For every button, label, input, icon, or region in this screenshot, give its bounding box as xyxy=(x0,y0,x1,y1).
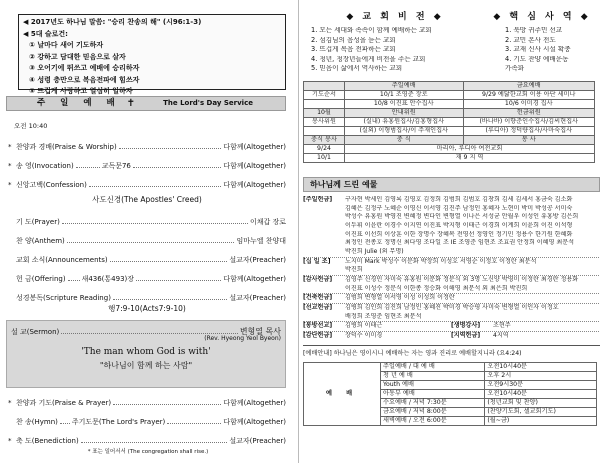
table-cell: 새벽예배 / 오전 6:00분 xyxy=(381,416,485,425)
table-cell: 주일예배 / 대 예 배 xyxy=(381,362,485,371)
table-cell: 금요예배 / 저녁 8:00분 xyxy=(381,407,485,416)
table-row xyxy=(304,108,595,117)
table-row xyxy=(304,362,597,371)
order-person: 설교자(Preacher) xyxy=(229,293,286,302)
sermon-box xyxy=(6,320,286,388)
order-item: 헌 금(Offering) xyxy=(16,274,66,283)
offering-names: 김혜은 김정구 노혜순 이영신 이서영 김진주 남정인 홍혜자 노현미 박미 박성공 서미숙 xyxy=(345,204,573,212)
leader-dots xyxy=(113,299,227,300)
leader-dots xyxy=(167,423,221,424)
leader-dots xyxy=(76,167,100,168)
sermon-title-ko: "하나님이 함께 하는 사람" xyxy=(99,361,193,370)
order-row xyxy=(8,407,286,426)
table-cell: (실외) 이형범집사/이 주재인집사 xyxy=(345,126,464,135)
table-cell: (실내) 유홍원집사/김홍형집사 xyxy=(345,117,464,126)
list-item xyxy=(303,313,599,322)
table-cell: 아동부 예배 xyxy=(381,389,485,398)
leader-dots xyxy=(81,442,228,443)
offering-names: 배정희 조영준 임현조 최문석 xyxy=(345,312,422,320)
order-person: 다함께(Altogether) xyxy=(223,417,286,426)
table-cell: 10월 xyxy=(304,108,345,117)
order-person: 임마누엘 찬양대 xyxy=(236,236,286,245)
table-row xyxy=(304,126,595,135)
vision-item: 3. 뜨겁게 복음 전파하는 교회 xyxy=(311,46,396,54)
order-row xyxy=(8,170,286,189)
order-person: 다함께(Altogether) xyxy=(223,274,286,283)
list-item xyxy=(303,331,599,341)
order-item: 축 도(Benediction) xyxy=(16,436,79,445)
standing-footnote: * 표는 일어서서 (The congregation shall rise.) xyxy=(87,449,209,455)
table-cell: 중식 봉사 xyxy=(304,135,345,144)
table-cell: 예 배 xyxy=(304,362,381,425)
order-item: 신앙고백(Confession) xyxy=(16,180,87,189)
rise-mark: * xyxy=(8,142,12,151)
cross-icon: ✝ xyxy=(126,97,136,109)
order-person: 이채갑 장로 xyxy=(249,217,286,226)
offering-label xyxy=(303,239,345,248)
left-column xyxy=(0,0,296,463)
offering-names: 이진표 이선희 이상훈 이한 장명수 장혜복 전영선 정영인 정기민 정용수 한기원 한혜화 xyxy=(345,230,573,238)
value-item: 2. 교민 본사 전도 xyxy=(505,36,556,44)
table-row xyxy=(304,144,595,153)
offering-names: 노지미 Mark 박성수 이문화 박장희 이성호 서영순 이정호 이정란 최문석 xyxy=(345,257,537,265)
order-row xyxy=(8,283,286,302)
offering-label: [건축헌금] xyxy=(303,294,333,302)
offering-list xyxy=(303,196,599,341)
offering-label xyxy=(303,285,345,294)
offering-label xyxy=(303,313,345,322)
right-column xyxy=(303,0,600,463)
order-row xyxy=(8,207,286,226)
list-item xyxy=(303,257,599,267)
offering-label: [감단헌금] xyxy=(303,332,333,340)
order-detail: 교독문76 xyxy=(101,161,131,170)
offering-label xyxy=(303,266,345,275)
table-cell: 봉 사 xyxy=(463,135,594,144)
order-item: 교회 소식(Announcements) xyxy=(16,255,108,264)
offering-names: 김병희 이태근 xyxy=(345,322,383,330)
order-row xyxy=(8,151,286,170)
table-cell: 재 9 지 역 xyxy=(345,153,595,162)
offering-names: 박진희 Julie (외 무명) xyxy=(345,247,404,255)
offering-names: 조현주 xyxy=(493,322,511,330)
worship-times-table xyxy=(303,362,597,426)
motto-item: ① 날마다 새어 기도하자 xyxy=(29,41,104,49)
table-row xyxy=(304,135,595,144)
motto-item: ③ 오어기에 뛰쓰고 예배에 승리하자 xyxy=(29,64,140,72)
table-cell xyxy=(304,126,345,135)
order-row xyxy=(8,226,286,245)
offering-names: 최정인 전종호 정명신 최다영 조다일 조 IE 조영준 임현조 조효권 안정희 이혜영 최문석 xyxy=(345,239,575,247)
table-cell: 주일예배 xyxy=(345,81,464,90)
value-item: 1. 북방 귀주민 선교 xyxy=(505,27,563,35)
leader-dots xyxy=(68,280,80,281)
table-cell: (찬양기도회, 셀교회기도) xyxy=(485,407,597,416)
table-cell: 안내위원 xyxy=(345,108,464,117)
motto-box xyxy=(18,14,286,95)
table-cell xyxy=(304,81,345,90)
vision-item: 4. 청년, 청장년들에게 비전을 주는 교회 xyxy=(311,55,426,63)
order-row xyxy=(8,426,286,445)
order-row xyxy=(8,264,286,283)
worship-guide-verse: [예배안내] 하나님은 영이시니 예배하는 자는 영과 진리로 예배할지니라 (요4:24) xyxy=(303,349,522,357)
vision-lists xyxy=(303,27,600,75)
table-cell: 9/24 xyxy=(304,144,345,153)
offering-label xyxy=(303,213,345,222)
schedule-table xyxy=(303,81,595,163)
offering-label: [감사헌금] xyxy=(303,276,333,284)
table-cell: 오전10시40분 xyxy=(485,389,597,398)
order-item: 찬양과 경배(Praise & Worship) xyxy=(16,142,117,151)
order-person: 다함께(Altogether) xyxy=(223,161,286,170)
offering-names: 김병희 김인희 김진희 남정인 홍혜진 박미경 박승평 사미숙 변형열 이인자 이정호 xyxy=(345,304,559,312)
offering-names: 이두휘 이윤란 이경수 이지연 이진표 박지형 이태근 이경희 이계희 이윤희 이진 이석형 xyxy=(345,221,573,229)
value-item: 3. 교재 신사 시설 확충 xyxy=(505,46,571,54)
order-of-worship xyxy=(8,132,286,316)
table-cell: 오전10시40분 xyxy=(485,362,597,371)
table-cell: 10/1 조영준 장로 xyxy=(345,90,464,99)
offering-names: 박성수 유홍원 박영진 변혜정 변다인 변형열 이나은 서성균 안월우 이성인 유홍방 김은희 xyxy=(345,213,579,221)
table-cell: 금요예배 xyxy=(463,81,594,90)
leader-dots xyxy=(119,148,222,149)
list-item xyxy=(303,213,599,222)
rise-mark: * xyxy=(8,161,12,170)
vision-list xyxy=(303,27,487,75)
table-cell: 오후 2시 xyxy=(485,371,597,380)
motto-sub: ◀ 5대 슬로건: xyxy=(23,29,68,38)
values-list xyxy=(487,27,597,75)
table-row xyxy=(304,81,595,90)
offering-label: [지역헌금] xyxy=(451,332,481,340)
vision-item: 1. 모든 세대와 족속이 함께 예배하는 교회 xyxy=(311,27,432,35)
motto-item: ⑤ 뜨겁게 사랑하고 열심히 일하자 xyxy=(29,87,133,95)
leader-dots xyxy=(67,242,235,243)
column-divider xyxy=(298,0,299,463)
value-item: 가족화 xyxy=(505,65,525,73)
order-item: 찬 송(Hymn) xyxy=(16,417,58,426)
table-row xyxy=(304,117,595,126)
closing-order xyxy=(8,388,286,445)
offering-names: 김영주 신경민 자미숙 유홍원 이문화 정문식 외 3명 노신양 박영미 이정란 최경란 정용화 xyxy=(345,276,579,284)
table-row xyxy=(304,99,595,108)
table-cell: 9/29 예닮한교회 이용 아단 세미나 xyxy=(463,90,594,99)
leader-dots xyxy=(60,423,70,424)
table-cell: (월~금) xyxy=(485,416,597,425)
offering-names: 4지역 xyxy=(493,332,509,340)
offering-label: [생명강사] xyxy=(451,322,481,330)
value-item: 4. 기도 찬양 예배운동 xyxy=(505,55,569,63)
vision-item: 5. 믿음이 삶에서 역사하는 교회 xyxy=(311,65,403,73)
table-cell xyxy=(304,99,345,108)
offering-label xyxy=(303,248,345,257)
list-item xyxy=(303,222,599,231)
creed-line: 사도신경(The Apostles' Creed) xyxy=(92,195,202,204)
table-cell: 마리아, 루디아 여전교회 xyxy=(345,144,595,153)
order-item: 송 영(Invocation) xyxy=(16,161,74,170)
offering-label xyxy=(303,205,345,214)
rise-mark: * xyxy=(8,436,12,445)
leader-dots xyxy=(136,280,221,281)
leader-dots xyxy=(133,167,221,168)
order-detail: 주기도문(The Lord's Prayer) xyxy=(71,417,166,426)
table-cell: 중 식 xyxy=(345,135,464,144)
table-cell: 수요예배 / 저녁 7:30분 xyxy=(381,398,485,407)
leader-dots xyxy=(62,223,248,224)
offering-names: 장덕수 이미경 xyxy=(345,332,383,340)
service-title-ko: 주 일 예 배 xyxy=(37,97,121,108)
table-row xyxy=(304,90,595,99)
list-item xyxy=(303,303,599,313)
table-cell: 10/6 이미경 집사 xyxy=(463,99,594,108)
order-person: 다함께(Altogether) xyxy=(223,398,286,407)
motto-item: ④ 성령 충만으로 복음전파에 힘쓰자 xyxy=(29,75,140,84)
offering-label: [봉방선교] xyxy=(303,322,333,330)
leader-dots xyxy=(113,404,221,405)
offering-label xyxy=(303,222,345,231)
list-item xyxy=(303,293,599,303)
offering-label: [주일헌금] xyxy=(303,195,333,203)
rise-mark: * xyxy=(8,398,12,407)
offering-names: 박진희 xyxy=(345,266,363,274)
table-cell: 10/8 이진표 안수집사 xyxy=(345,99,464,108)
offering-label: [십 일 조] xyxy=(303,257,331,265)
table-cell: 헌금위원 xyxy=(463,108,594,117)
order-item: 기 도(Prayer) xyxy=(16,217,60,226)
service-header xyxy=(6,96,286,111)
service-time: 오전 10:40 xyxy=(14,122,48,130)
sermon-preacher-en: (Rev. Hyeong Yeol Byeon) xyxy=(204,335,281,342)
table-cell: 봉사위원 xyxy=(304,117,345,126)
order-person: 설교자(Preacher) xyxy=(229,436,286,445)
offering-header: 하나님께 드린 예물 xyxy=(303,177,600,192)
table-row xyxy=(304,153,595,162)
table-cell: (바나바) 이향준인수집사/김씨현집사 xyxy=(463,117,594,126)
offering-label xyxy=(303,231,345,240)
table-cell: (청년교회 및 찬양) xyxy=(485,398,597,407)
order-item: 찬 양(Anthem) xyxy=(16,236,65,245)
rise-mark: * xyxy=(8,180,12,189)
order-row xyxy=(8,132,286,151)
offering-names: 김범희 변형열 이서영 이성 이성희 이정란 xyxy=(345,294,455,302)
offering-names: 구자현 박세인 김영록 김영호 김정희 김범희 김범호 김창희 김세 김세서 홍금숙 김소화 xyxy=(345,195,573,203)
order-person: 설교자(Preacher) xyxy=(229,255,286,264)
list-item xyxy=(303,321,599,331)
order-item: 성경봉독(Scripture Reading) xyxy=(16,293,111,302)
vision-headers xyxy=(303,12,600,22)
motto-item: ② 강하고 담대한 믿음으로 살자 xyxy=(29,52,126,61)
offering-names: 이진표 이성수 정문식 이한종 정승화 이해영 최문석 외 최은희 박진희 xyxy=(345,284,528,292)
table-cell: 기도순서 xyxy=(304,90,345,99)
sermon-preacher: 변형열 목사 xyxy=(239,326,281,336)
table-cell: 청 년 예 배 xyxy=(381,371,485,380)
vision-title: ◆ 교 회 비 전 ◆ xyxy=(346,12,444,22)
scripture-ref: 행7:9-10(Acts7:9-10) xyxy=(108,304,186,313)
order-person: 다함께(Altogether) xyxy=(223,142,286,151)
table-cell: 10/1 xyxy=(304,153,345,162)
list-item xyxy=(303,248,599,257)
table-cell: Youth 예배 xyxy=(381,380,485,389)
leader-dots xyxy=(110,261,228,262)
offering-label: [선교헌금] xyxy=(303,304,333,312)
order-item: 찬양과 기도(Praise & Prayer) xyxy=(16,398,112,407)
sermon-title-en: 'The man whom God is with' xyxy=(81,347,211,357)
list-item xyxy=(303,275,599,285)
order-row xyxy=(8,388,286,407)
list-item xyxy=(303,239,599,248)
service-title-en: The Lord's Day Service xyxy=(163,99,253,108)
section-divider xyxy=(303,345,600,346)
order-row xyxy=(8,245,286,264)
order-person: 다함께(Altogether) xyxy=(223,180,286,189)
values-title: ◆ 핵 심 사 역 ◆ xyxy=(493,12,591,22)
sermon-label: 설 교(Sermon) xyxy=(11,327,60,336)
table-cell: (루디아) 정덕량집사/사마숙집사 xyxy=(463,126,594,135)
motto-title: ◀ 2017년도 하나님 말씀: "승리 찬송의 해" (시96:1-3) xyxy=(23,18,202,26)
table-cell: 오전9시30분 xyxy=(485,380,597,389)
list-item xyxy=(303,285,599,294)
leader-dots xyxy=(89,186,222,187)
list-item xyxy=(303,266,599,275)
list-item xyxy=(303,205,599,214)
order-detail: 새436(통493)장 xyxy=(81,274,135,283)
list-item xyxy=(303,231,599,240)
leader-dots xyxy=(61,333,238,334)
vision-item: 2. 섬김님의 음성을 듣는 교회 xyxy=(311,36,396,44)
list-item xyxy=(303,196,599,205)
